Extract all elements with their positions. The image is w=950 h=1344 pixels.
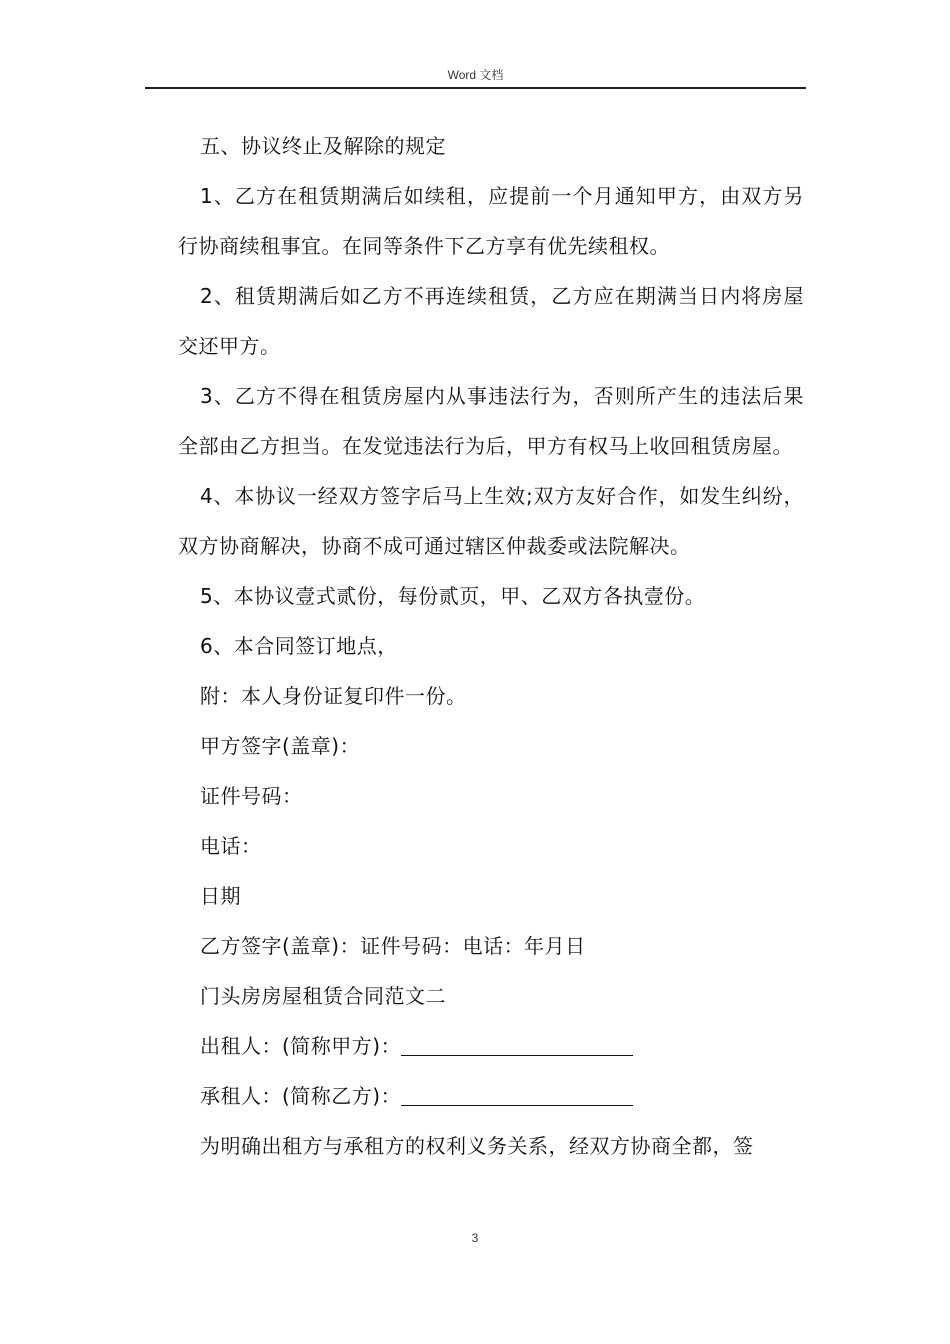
lessee-label: 承租人：(简称乙方)： [200,1084,402,1108]
date-label: 日期 [200,884,241,908]
section-heading: 五、协议终止及解除的规定 [200,134,446,158]
page-number: 3 [471,1231,479,1245]
header-divider [145,87,806,89]
attachment-note: 附：本人身份证复印件一份。 [200,684,467,708]
clause-2: 2、租赁期满后如乙方不再连续租赁，乙方应在期满当日内将房屋交还甲方。 [178,284,804,358]
lessor-blank-line [401,1055,633,1056]
lessee-line [178,1071,804,1121]
document-body [178,121,804,1171]
id-number-label: 证件号码： [200,784,303,808]
lessor-line [178,1021,804,1071]
lessee-blank-line [401,1105,633,1106]
contract-intro: 为明确出租方与承租方的权利义务关系，经双方协商全都，签 [200,1134,754,1158]
contract-sample-title: 门头房房屋租赁合同范文二 [200,984,446,1008]
clause-6: 6、本合同签订地点， [200,634,398,658]
lessor-label: 出租人：(简称甲方)： [200,1034,402,1058]
phone-label: 电话： [200,834,262,858]
party-b-signature-line: 乙方签字(盖章)：证件号码：电话：年月日 [200,934,586,958]
clause-3: 3、乙方不得在租赁房屋内从事违法行为，否则所产生的违法后果全部由乙方担当。在发觉违法行为后，甲方有权马上收回租赁房屋。 [178,384,804,458]
party-a-signature-label: 甲方签字(盖章)： [200,734,361,758]
clause-4: 4、本协议一经双方签字后马上生效;双方友好合作，如发生纠纷，双方协商解决，协商不成可通过辖区仲裁委或法院解决。 [178,484,804,558]
clause-1: 1、乙方在租赁期满后如续租，应提前一个月通知甲方，由双方另行协商续租事宜。在同等条件下乙方享有优先续租权。 [178,184,804,258]
page-header: Word 文档 [447,68,504,82]
clause-5: 5、本协议壹式贰份，每份贰页，甲、乙双方各执壹份。 [200,584,706,608]
